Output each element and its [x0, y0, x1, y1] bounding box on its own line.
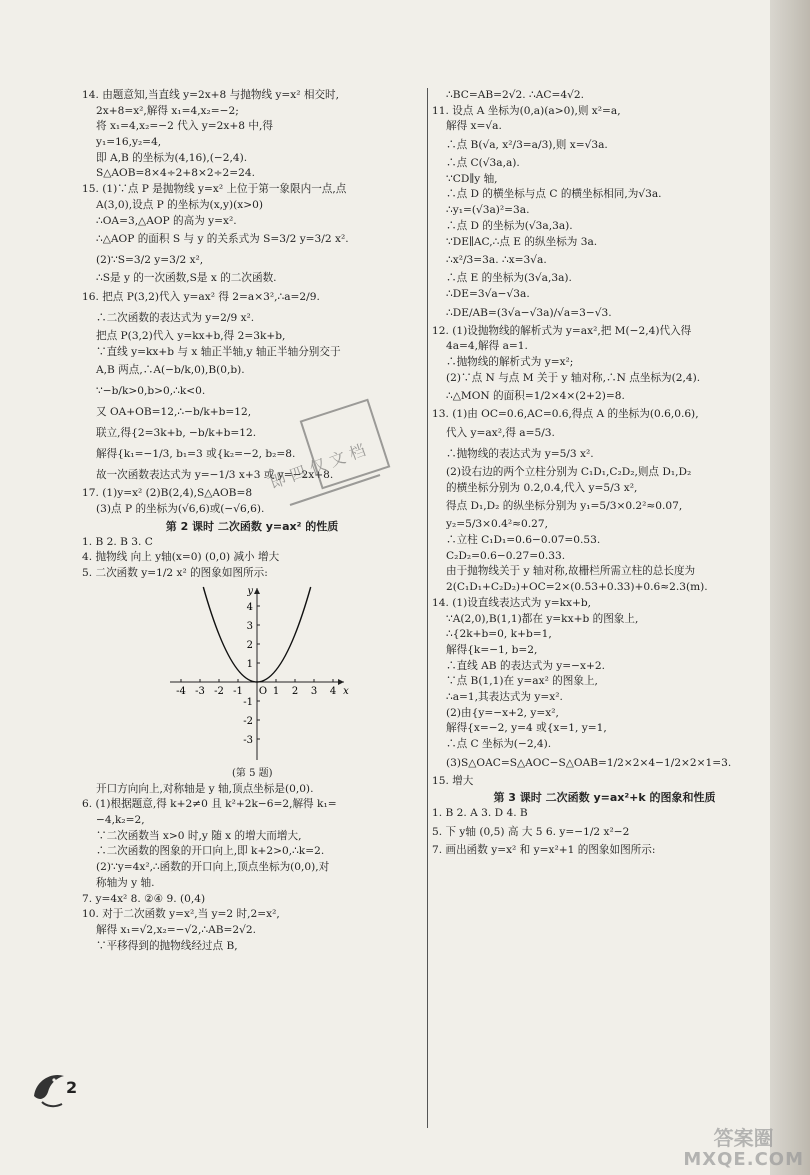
text-line: 把点 P(3,2)代入 y=kx+b,得 2=3k+b, — [96, 329, 286, 342]
text-line: 7. y=4x² 8. ②④ 9. (0,4) — [82, 892, 206, 905]
text-line: 2x+8=x²,解得 x₁=4,x₂=−2; — [96, 104, 239, 117]
x-tick-label: 3 — [310, 685, 318, 697]
text-line: ∵A(2,0),B(1,1)都在 y=kx+b 的图象上, — [446, 612, 639, 625]
text-line: 12. (1)设抛物线的解析式为 y=ax²,把 M(−2,4)代入得 — [432, 324, 692, 337]
watermark-url: MXQE.COM — [683, 1149, 804, 1170]
text-line: 5. 二次函数 y=1/2 x² 的图象如图所示: — [82, 567, 268, 579]
site-watermark — [683, 1127, 804, 1171]
text-line: ∴点 D 的横坐标与点 C 的横坐标相同,为√3a. — [446, 188, 662, 201]
y-tick-label: 3 — [246, 620, 253, 632]
text-line: 解得 x₁=√2,x₂=−√2,∴AB=2√2. — [96, 923, 256, 936]
text-line: ∵CD∥y 轴, — [446, 172, 498, 185]
text-line: 故一次函数表达式为 y=−1/3 x+3 或 y=−2x+8. — [96, 469, 334, 482]
x-tick-label: -2 — [214, 685, 224, 697]
text-line: 11. 设点 A 坐标为(0,a)(a>0),则 x²=a, — [432, 104, 621, 117]
text-line: ∴△AOP 的面积 S 与 y 的关系式为 S=3/2 y=3/2 x². — [96, 233, 349, 246]
text-line: ∴{2k+b=0, k+b=1, — [446, 628, 552, 641]
text-line: ∴y₁=(√3a)²=3a. — [446, 204, 530, 217]
x-axis-label: x — [343, 685, 349, 697]
text-line: 开口方向向上,对称轴是 y 轴,顶点坐标是(0,0). — [96, 782, 314, 795]
stamp-text: 即 四 仅 文 档 — [267, 440, 369, 493]
text-line: ∴点 C 坐标为(−2,4). — [446, 738, 552, 750]
text-line: 14. 由题意知,当直线 y=2x+8 与抛物线 y=x² 相交时, — [82, 89, 340, 101]
text-line: (2)由{y=−x+2, y=x², — [446, 706, 559, 719]
faint-stamp — [250, 395, 420, 525]
lesson-2-heading: 第 2 课时 二次函数 y=ax² 的性质 — [165, 519, 339, 533]
text-line: 1. B 2. A 3. D 4. B — [432, 807, 528, 820]
y-tick-label: 4 — [246, 601, 253, 613]
lesson-3-heading: 第 3 课时 二次函数 y=ax²+k 的图象和性质 — [493, 791, 716, 805]
y-tick-label: -1 — [243, 696, 253, 708]
text-line: ∵DE∥AC,∴点 E 的纵坐标为 3a. — [446, 235, 598, 248]
text-line: 14. (1)设直线表达式为 y=kx+b, — [432, 596, 592, 609]
text-line: ∴点 D 的坐标为(√3a,3a). — [446, 219, 573, 232]
y-tick-label: 2 — [246, 639, 253, 651]
text-line: ∴a=1,其表达式为 y=x². — [446, 690, 563, 703]
text-line: 4. 抛物线 向上 y轴(x=0) (0,0) 减小 增大 — [82, 551, 280, 564]
text-line: 17. (1)y=x² (2)B(2,4),S△AOB=8 — [82, 487, 253, 500]
text-line: 10. 对于二次函数 y=x²,当 y=2 时,2=x², — [82, 908, 280, 921]
text-line: (2)∵S=3/2 y=3/2 x², — [96, 254, 204, 267]
text-line: (2)设右边的两个立柱分别为 C₁D₁,C₂D₂,则点 D₁,D₂ — [446, 466, 692, 478]
text-line: ∵二次函数当 x>0 时,y 随 x 的增大而增大, — [96, 829, 302, 842]
origin-label: O — [258, 685, 268, 697]
text-line: 又 OA+OB=12,∴−b/k+b=12, — [96, 406, 252, 419]
text-line: ∴DE=3√a−√3a. — [446, 287, 530, 300]
text-line: (3)S△OAC=S△AOC−S△OAB=1/2×2×4−1/2×2×1=3. — [446, 756, 732, 769]
text-line: y₂=5/3×0.4²≈0.27, — [446, 518, 548, 531]
text-line: ∴OA=3,△AOP 的高为 y=x². — [96, 214, 237, 227]
text-line: ∴点 B(√a, x²/3=a/3),则 x=√3a. — [446, 139, 608, 152]
text-line: 15. 增大 — [432, 774, 474, 787]
text-line: 13. (1)由 OC=0.6,AC=0.6,得点 A 的坐标为(0.6,0.6), — [432, 408, 699, 421]
y-axis-arrow — [254, 588, 260, 594]
page-number: 2 — [66, 1078, 78, 1097]
text-line: ∴S是 y 的一次函数,S是 x 的二次函数. — [96, 272, 277, 285]
text-line: 代入 y=ax²,得 a=5/3. — [446, 427, 555, 439]
text-line: 联立,得{2=3k+b, −b/k+b=12. — [96, 427, 257, 440]
text-line: (2)∵y=4x²,∴函数的开口向上,顶点坐标为(0,0),对 — [96, 861, 330, 874]
text-line: 16. 把点 P(3,2)代入 y=ax² 得 2=a×3²,∴a=2/9. — [82, 290, 320, 303]
text-line: 将 x₁=4,x₂=−2 代入 y=2x+8 中,得 — [96, 120, 273, 133]
text-line: ∴抛物线的表达式为 y=5/3 x². — [446, 448, 594, 460]
right-column — [432, 88, 777, 859]
x-tick-label: 2 — [291, 685, 299, 697]
text-line: 2(C₁D₁+C₂D₂)+OC=2×(0.53+0.33)+0.6≈2.3(m). — [446, 581, 708, 594]
text-line: 由于抛物线关于 y 轴对称,故栅栏所需立柱的总长度为 — [446, 565, 696, 578]
y-tick-label: -3 — [243, 734, 253, 746]
text-line: (3)点 P 的坐标为(√6,6)或(−√6,6). — [96, 502, 265, 515]
text-line: 即 A,B 的坐标为(4,16),(−2,4). — [96, 151, 248, 164]
y-tick-label: 1 — [246, 658, 253, 670]
text-line: (2)∵点 N 与点 M 关于 y 轴对称,∴N 点坐标为(2,4). — [446, 371, 701, 384]
parabola-plot — [162, 582, 352, 767]
text-line: ∴点 C(√3a,a). — [446, 157, 520, 170]
y-tick-label: -2 — [243, 715, 253, 727]
text-line: ∴BC=AB=2√2. ∴AC=4√2. — [446, 89, 584, 101]
y-axis-label: y — [247, 585, 253, 597]
text-line: 的横坐标分别为 0.2,0.4,代入 y=5/3 x², — [446, 481, 638, 494]
text-line: 5. 下 y轴 (0,5) 高 大 5 6. y=−1/2 x²−2 — [432, 826, 630, 839]
x-tick-label: 4 — [329, 685, 337, 697]
text-line: ∴点 E 的坐标为(3√a,3a). — [446, 272, 572, 285]
x-tick-label: -3 — [195, 685, 205, 697]
text-line: 4a=4,解得 a=1. — [446, 340, 528, 353]
text-line: 15. (1)∵点 P 是抛物线 y=x² 上位于第一象限内一点,点 — [82, 183, 347, 196]
text-line: 称轴为 y 轴. — [96, 876, 155, 889]
text-line: 解得{x=−2, y=4 或{x=1, y=1, — [446, 722, 607, 735]
text-line: ∵点 B(1,1)在 y=ax² 的图象上, — [446, 675, 598, 688]
figure-caption: (第 5 题) — [232, 767, 273, 779]
text-line: ∴二次函数的图象的开口向上,即 k+2>0,∴k=2. — [96, 845, 325, 858]
text-line: 解得{k=−1, b=2, — [446, 643, 538, 656]
watermark-logo: 答案圈 — [713, 1126, 774, 1150]
x-tick-label: -1 — [233, 685, 243, 697]
column-divider — [427, 88, 428, 1128]
text-line: 得点 D₁,D₂ 的纵坐标分别为 y₁=5/3×0.2²≈0.07, — [446, 500, 683, 513]
text-line: ∴△MON 的面积=1/2×4×(2+2)=8. — [446, 390, 625, 403]
text-line: ∵直线 y=kx+b 与 x 轴正半轴,y 轴正半轴分别交于 — [96, 345, 341, 358]
text-line: 解得 x=√a. — [446, 120, 502, 133]
text-line: ∴x²/3=3a. ∴x=3√a. — [446, 254, 547, 267]
text-line: ∴DE/AB=(3√a−√3a)/√a=3−√3. — [446, 306, 612, 319]
x-axis-arrow — [338, 679, 344, 685]
x-tick-label: 1 — [272, 685, 280, 697]
text-line: 6. (1)根据题意,得 k+2≠0 且 k²+2k−6=2,解得 k₁= — [82, 798, 337, 811]
text-line: 1. B 2. B 3. C — [82, 535, 153, 548]
text-line: ∴抛物线的解析式为 y=x²; — [446, 355, 574, 368]
text-line: ∴立柱 C₁D₁=0.6−0.07=0.53. — [446, 534, 601, 547]
text-line: S△AOB=8×4÷2+8×2÷2=24. — [96, 167, 255, 180]
text-line: A,B 两点,∴A(−b/k,0),B(0,b). — [96, 364, 245, 377]
text-line: A(3,0),设点 P 的坐标为(x,y)(x>0) — [96, 198, 264, 211]
text-line: 7. 画出函数 y=x² 和 y=x²+1 的图象如图所示: — [432, 844, 656, 857]
text-line: y₁=16,y₂=4, — [96, 136, 162, 149]
text-line: ∵平移得到的抛物线经过点 B, — [96, 939, 238, 952]
text-line: 解得{k₁=−1/3, b₁=3 或{k₂=−2, b₂=8. — [96, 448, 296, 461]
text-line: ∴直线 AB 的表达式为 y=−x+2. — [446, 659, 605, 672]
text-line: C₂D₂=0.6−0.27=0.33. — [446, 549, 566, 562]
text-line: −4,k₂=2, — [96, 814, 145, 827]
dolphin-icon — [28, 1066, 68, 1112]
parabola-graph — [82, 582, 422, 782]
x-tick-label: -4 — [176, 685, 186, 697]
text-line: ∴二次函数的表达式为 y=2/9 x². — [96, 311, 255, 324]
text-line: ∵−b/k>0,b>0,∴k<0. — [96, 385, 206, 398]
